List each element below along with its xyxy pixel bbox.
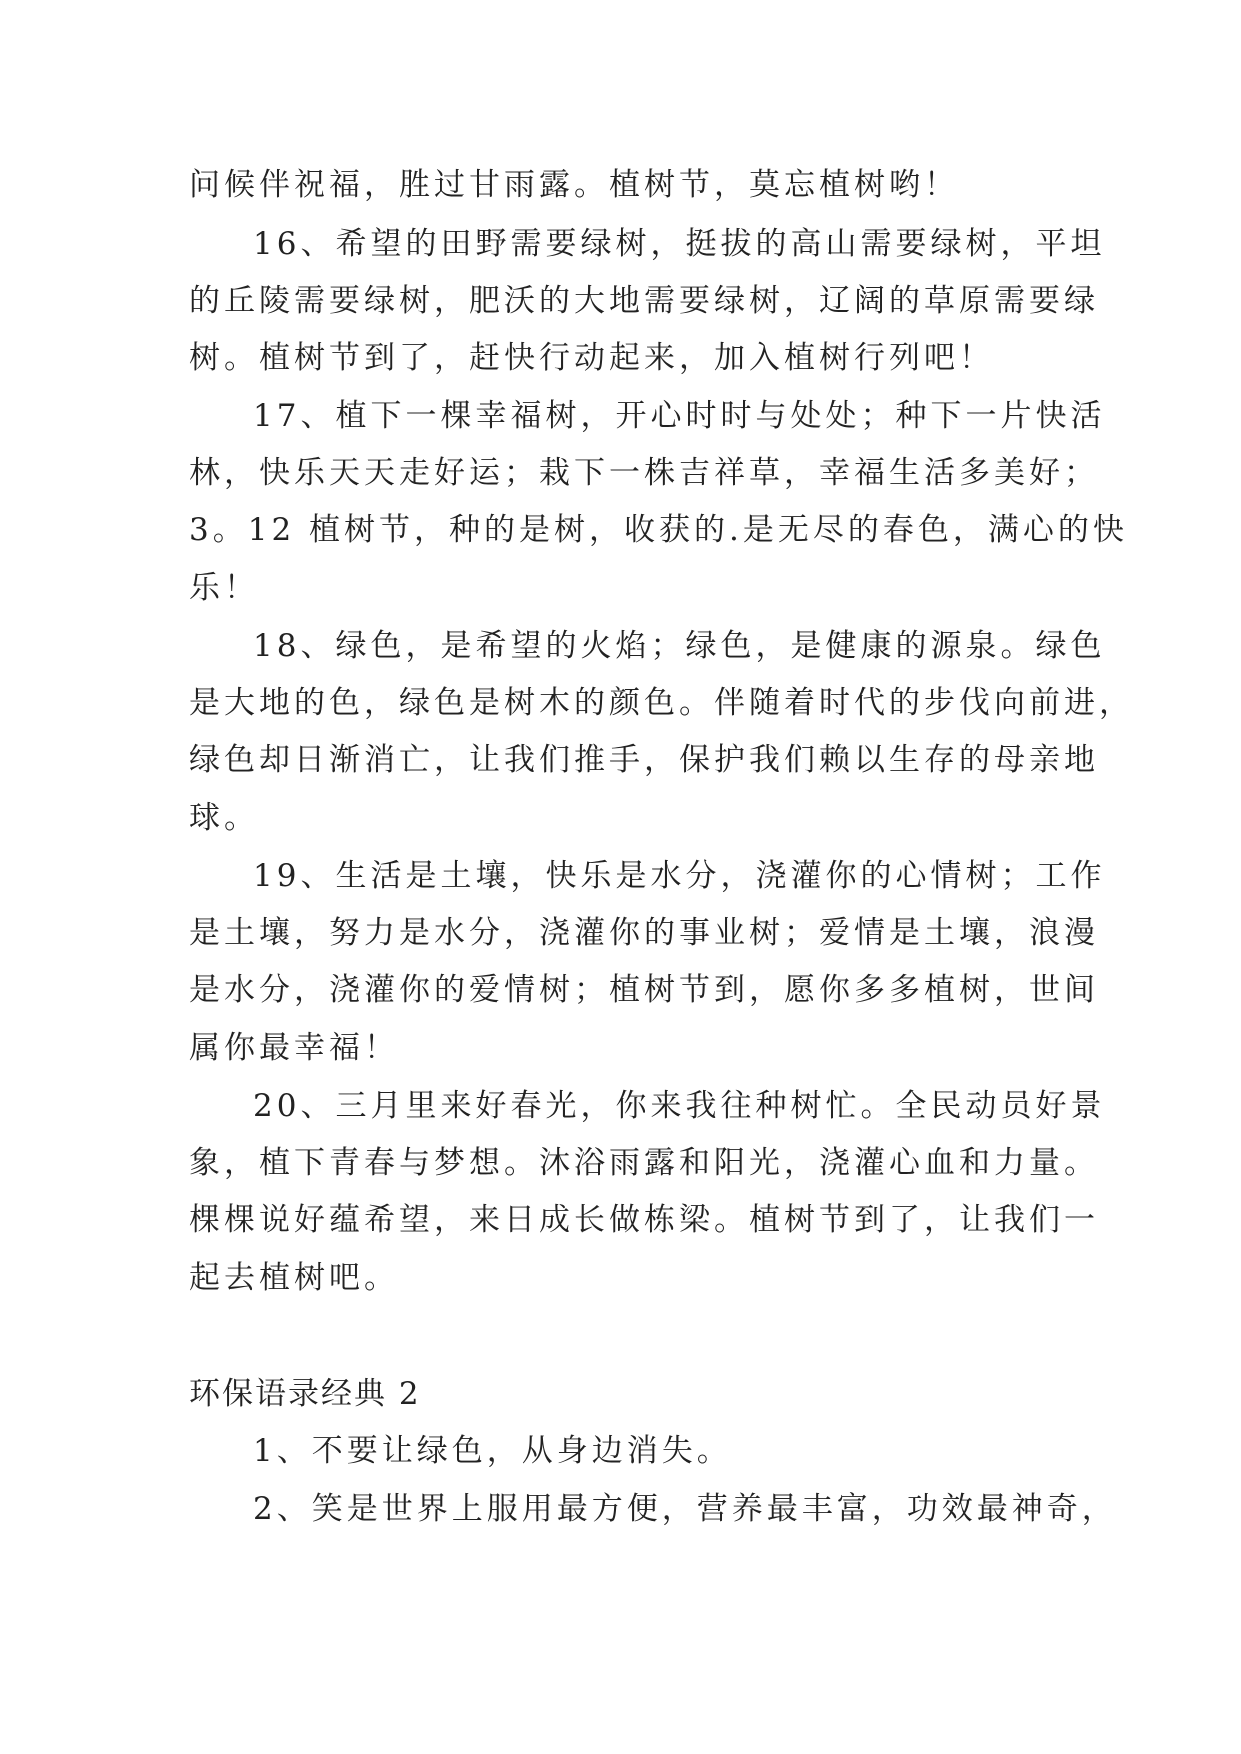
item-19-line-1: 19、生活是土壤，快乐是水分，浇灌你的心情树；工作 [253, 858, 1106, 894]
item-19-line-2: 是土壤，努力是水分，浇灌你的事业树；爱情是土壤，浪漫 [189, 915, 1099, 951]
intro-line: 问候伴祝福，胜过甘雨露。植树节，莫忘植树哟！ [189, 167, 959, 203]
item-18-line-4: 球。 [189, 800, 259, 836]
item-20-line-2: 象，植下青春与梦想。沐浴雨露和阳光，浇灌心血和力量。 [189, 1145, 1099, 1181]
item-19-line-3: 是水分，浇灌你的爱情树；植树节到，愿你多多植树，世间 [189, 972, 1099, 1008]
item-16-line-2: 的丘陵需要绿树，肥沃的大地需要绿树，辽阔的草原需要绿 [189, 283, 1099, 319]
item-17-line-4: 乐！ [189, 570, 259, 606]
item-17-line-3: 3。12 植树节，种的是树，收获的.是无尽的春色，满心的快 [189, 512, 1128, 548]
item-17-line-2: 林，快乐天天走好运；栽下一株吉祥草，幸福生活多美好； [189, 455, 1099, 491]
item-16-line-1: 16、希望的田野需要绿树，挺拔的高山需要绿树，平坦 [253, 226, 1106, 262]
item-19-line-4: 属你最幸福！ [189, 1030, 399, 1066]
item-18-line-3: 绿色却日渐消亡，让我们推手，保护我们赖以生存的母亲地 [189, 742, 1099, 778]
item-18-line-2: 是大地的色，绿色是树木的颜色。伴随着时代的步伐向前进， [189, 685, 1134, 721]
section-2-item-1: 1、不要让绿色，从身边消失。 [253, 1433, 732, 1469]
section-2-item-2: 2、笑是世界上服用最方便，营养最丰富，功效最神奇， [253, 1491, 1117, 1527]
item-20-line-4: 起去植树吧。 [189, 1260, 399, 1296]
item-17-line-1: 17、植下一棵幸福树，开心时时与处处；种下一片快活 [253, 398, 1106, 434]
item-18-line-1: 18、绿色，是希望的火焰；绿色，是健康的源泉。绿色 [253, 628, 1106, 664]
section-2-heading: 环保语录经典 2 [189, 1376, 421, 1412]
item-16-line-3: 树。植树节到了，赶快行动起来，加入植树行列吧！ [189, 340, 994, 376]
item-20-line-3: 棵棵说好蕴希望，来日成长做栋梁。植树节到了，让我们一 [189, 1202, 1099, 1238]
item-20-line-1: 20、三月里来好春光，你来我往种树忙。全民动员好景 [253, 1088, 1106, 1124]
